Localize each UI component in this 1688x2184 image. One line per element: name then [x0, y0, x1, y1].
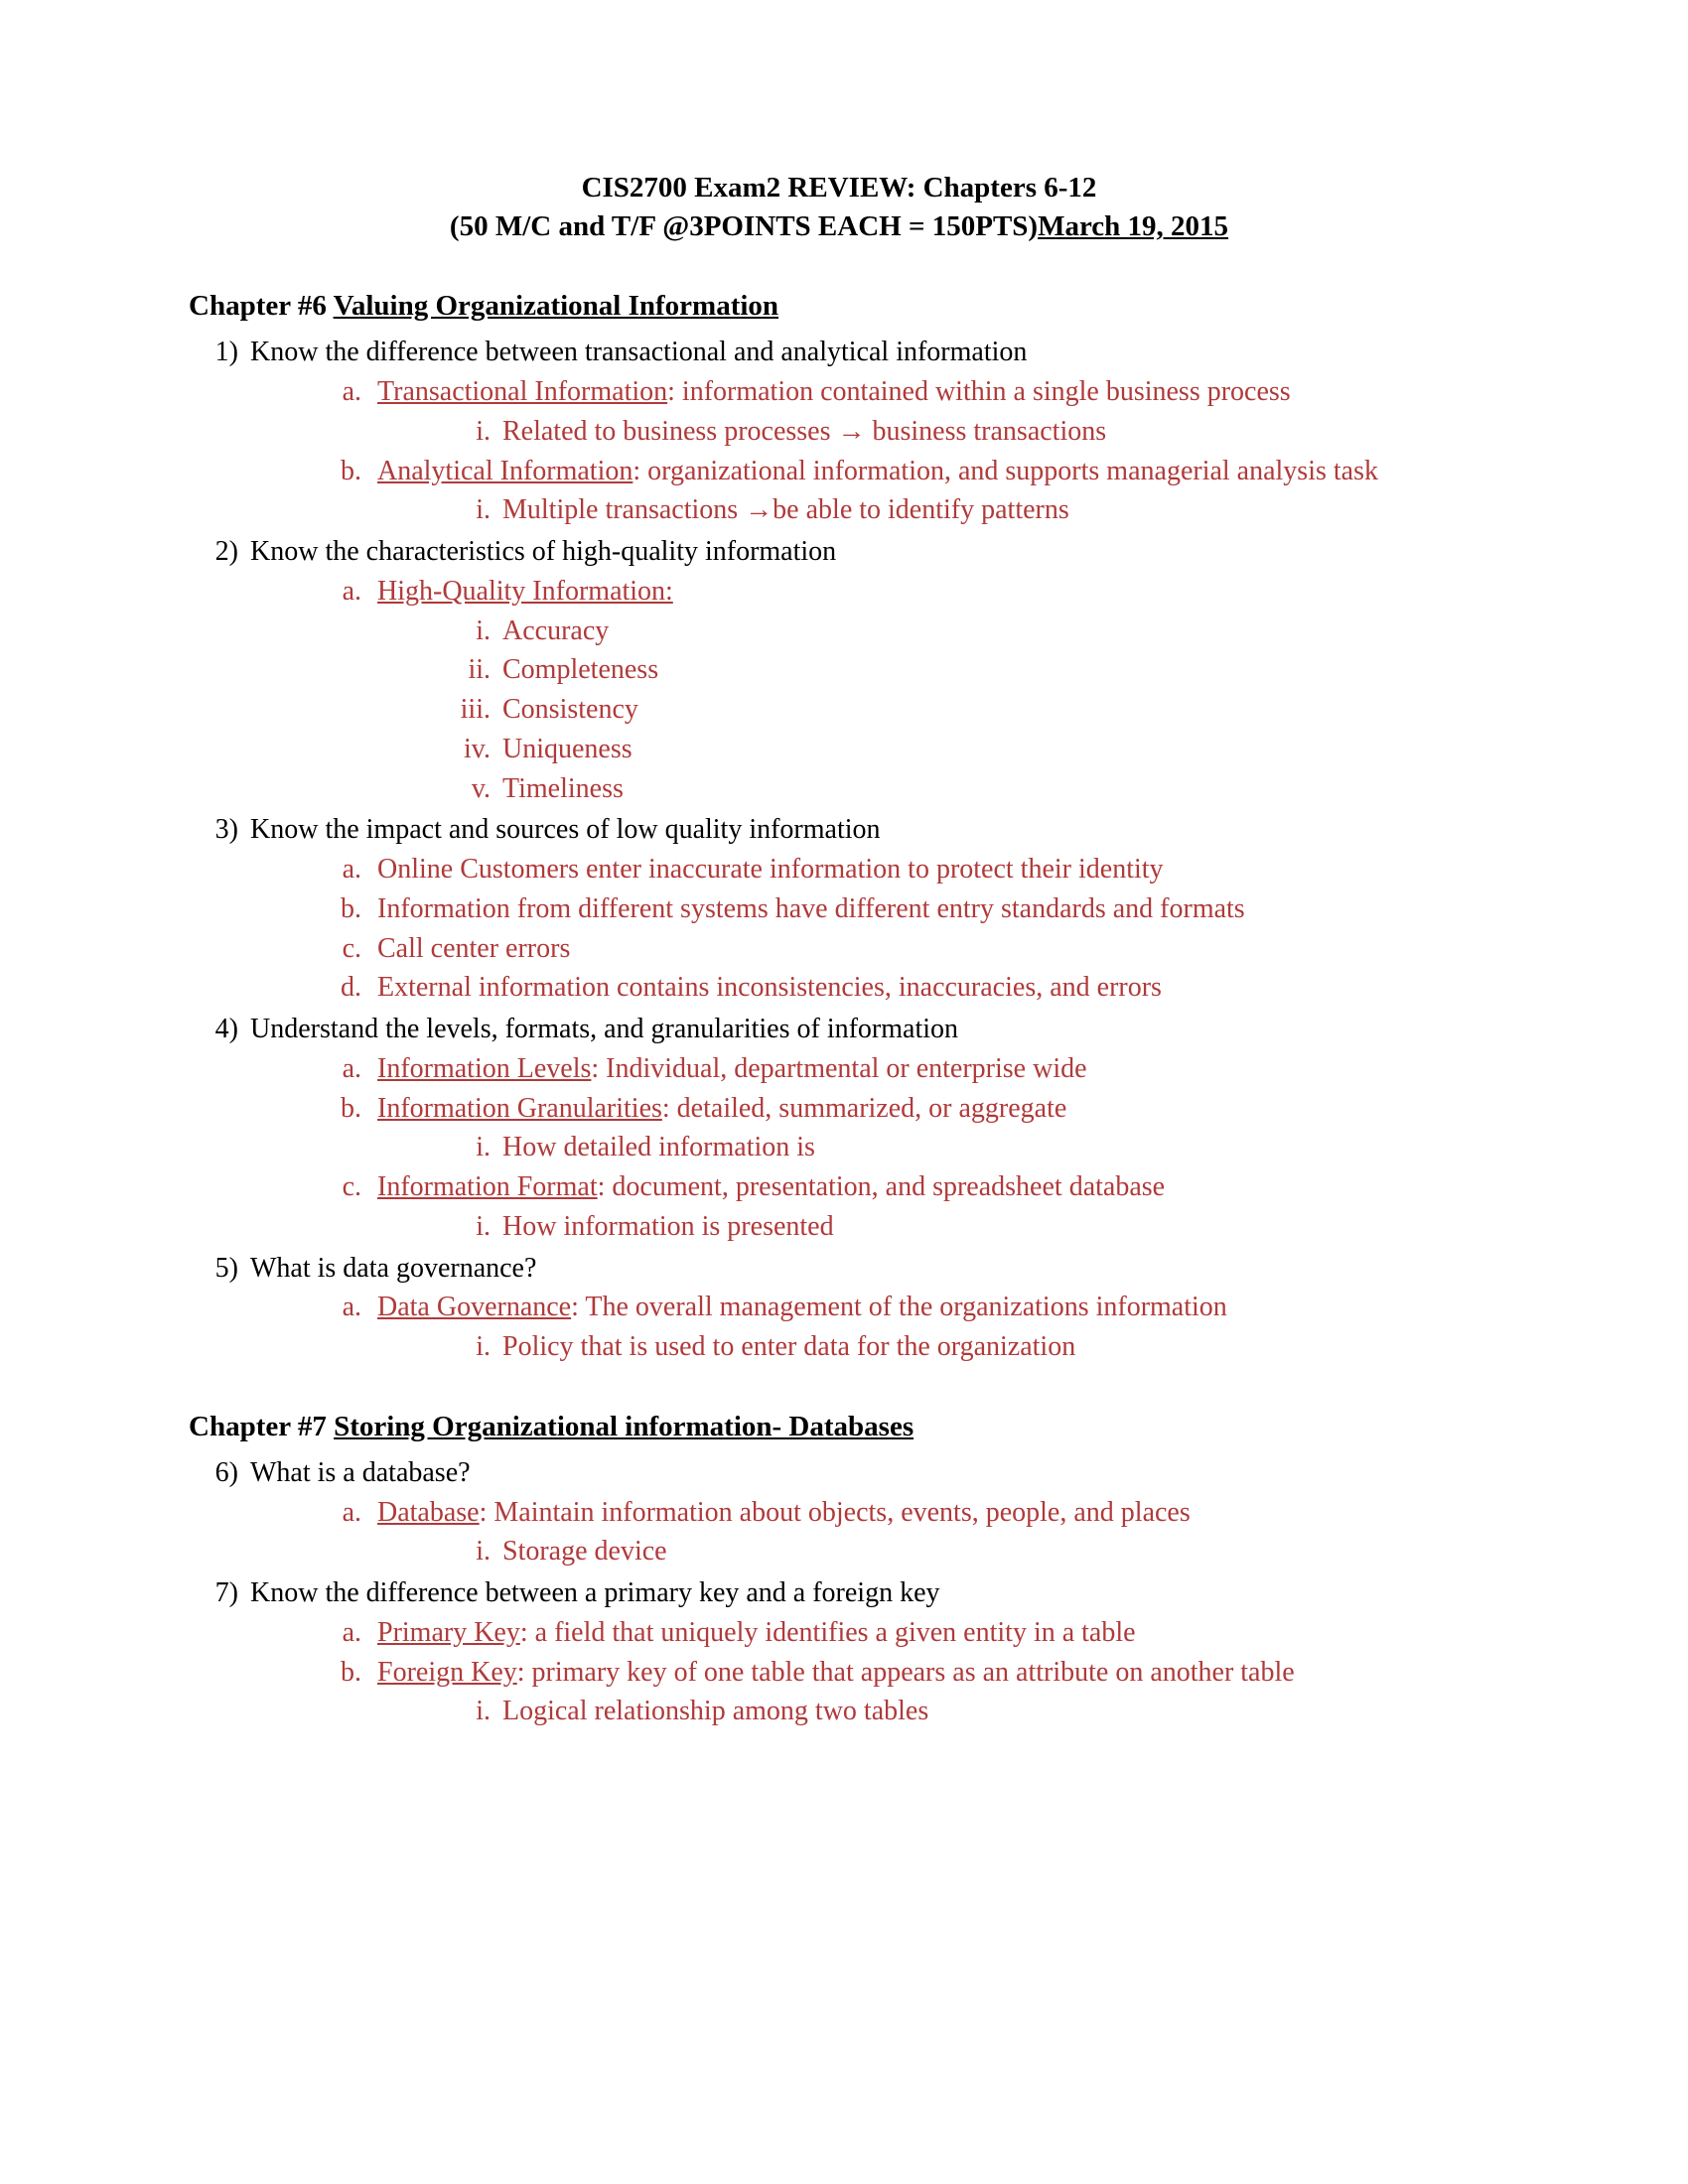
sub-list — [250, 1613, 1489, 1731]
list-item — [189, 1573, 1489, 1731]
list-item — [328, 929, 1489, 969]
term: Information Granularities — [377, 1092, 662, 1124]
term-definition: : information contained within a single business process — [667, 376, 1291, 408]
chapter-7-list — [189, 1453, 1489, 1731]
list-item-text: What is a database? — [250, 1456, 471, 1488]
list-marker: b. — [341, 1092, 361, 1124]
list-item — [457, 1207, 1489, 1247]
term-definition: : The overall management of the organizations information — [571, 1292, 1227, 1323]
list-item-text: Storage device — [502, 1536, 667, 1568]
list-item-text: Timeliness — [502, 772, 624, 804]
list-item — [189, 333, 1489, 530]
list-item-text: Understand the levels, formats, and granularities of information — [250, 1014, 959, 1045]
term-definition: : detailed, summarized, or aggregate — [661, 1092, 1067, 1124]
list-item-text: Accuracy — [502, 614, 610, 646]
list-item — [457, 690, 1489, 730]
list-item — [328, 968, 1489, 1008]
term: Foreign Key — [377, 1656, 517, 1688]
list-item — [328, 889, 1489, 929]
list-item-text: Know the difference between transactional and analytical information — [250, 337, 1028, 368]
list-item-text: Call center errors — [377, 932, 571, 964]
list-marker: c. — [342, 1171, 361, 1203]
page-title: CIS2700 Exam2 REVIEW: Chapters 6-12 — [581, 172, 1097, 204]
document-subtitle — [189, 207, 1489, 246]
list-item-text: How information is presented — [502, 1210, 834, 1242]
list-item-text: What is data governance? — [250, 1252, 537, 1284]
list-marker: 4) — [214, 1014, 238, 1045]
list-item-text: Logical relationship among two tables — [502, 1696, 929, 1727]
list-marker: i. — [476, 415, 491, 447]
chapter-6-title: Valuing Organizational Information — [333, 290, 779, 323]
document-title-block — [189, 169, 1489, 246]
term-definition: : organizational information, and supports managerial analysis task — [633, 455, 1378, 486]
list-item-text: External information contains inconsistencies, inaccuracies, and errors — [377, 972, 1162, 1004]
sub-list — [250, 372, 1489, 530]
list-item — [457, 612, 1489, 651]
list-item — [328, 1167, 1489, 1247]
chapter-7-label: Chapter #7 — [189, 1410, 335, 1442]
term: Database — [377, 1496, 480, 1528]
chapter-6-label: Chapter #6 — [189, 290, 334, 323]
list-marker: i. — [476, 1210, 491, 1242]
term: Transactional Information — [377, 376, 668, 408]
list-marker: i. — [476, 1536, 491, 1568]
list-item — [457, 650, 1489, 690]
list-marker: a. — [342, 1616, 361, 1648]
list-item — [189, 1010, 1489, 1247]
list-marker: i. — [476, 1696, 491, 1727]
term: Primary Key — [377, 1616, 520, 1648]
list-item — [457, 1692, 1489, 1731]
list-marker: a. — [342, 1052, 361, 1084]
list-item — [189, 532, 1489, 808]
list-item-text: How detailed information is — [502, 1132, 815, 1163]
list-item — [328, 850, 1489, 889]
list-item-text: Know the impact and sources of low quality information — [250, 814, 881, 846]
list-item-text: Know the difference between a primary key and a foreign key — [250, 1577, 940, 1609]
sub-sub-list — [377, 1532, 1489, 1571]
chapter-7-title: Storing Organizational information- Databases — [334, 1410, 914, 1442]
sub-sub-list — [377, 412, 1489, 452]
list-item — [328, 1653, 1489, 1732]
sub-list — [250, 1288, 1489, 1367]
list-item-text: Related to business processes → business transactions — [502, 415, 1107, 447]
list-marker: 3) — [214, 814, 238, 846]
term-definition: : Individual, departmental or enterprise wide — [591, 1052, 1087, 1084]
list-item — [457, 1532, 1489, 1571]
sub-list — [250, 572, 1489, 809]
list-item — [457, 412, 1489, 452]
list-item-text: Completeness — [502, 654, 659, 686]
list-marker: 6) — [214, 1456, 238, 1488]
sub-sub-list — [377, 612, 1489, 809]
list-marker: 7) — [214, 1577, 238, 1609]
term: High-Quality Information: — [377, 575, 673, 607]
list-marker: a. — [342, 575, 361, 607]
list-item — [328, 372, 1489, 452]
list-marker: b. — [341, 892, 361, 924]
list-marker: b. — [341, 455, 361, 486]
list-item — [457, 1327, 1489, 1367]
exam-date: March 19, 2015 — [1038, 210, 1229, 243]
list-item-text: Consistency — [502, 694, 638, 726]
term-definition: : document, presentation, and spreadsheet database — [597, 1171, 1166, 1203]
list-item-text: Multiple transactions →be able to identify patterns — [502, 494, 1069, 526]
chapter-6-list — [189, 333, 1489, 1367]
list-item — [328, 572, 1489, 809]
list-item-text: Information from different systems have different entry standards and formats — [377, 892, 1245, 924]
list-marker: iii. — [460, 694, 491, 726]
list-marker: c. — [342, 932, 361, 964]
list-marker: i. — [476, 1331, 491, 1363]
list-item-text: Online Customers enter inaccurate information to protect their identity — [377, 854, 1164, 886]
sub-list — [250, 1493, 1489, 1572]
sub-sub-list — [377, 1692, 1489, 1731]
list-marker: a. — [342, 854, 361, 886]
term: Analytical Information — [377, 455, 633, 486]
list-item — [328, 452, 1489, 531]
term-definition: : Maintain information about objects, events, people, and places — [479, 1496, 1191, 1528]
term-definition: : a field that uniquely identifies a given entity in a table — [519, 1616, 1136, 1648]
sub-list — [250, 1049, 1489, 1247]
sub-sub-list — [377, 1327, 1489, 1367]
list-marker: ii. — [468, 654, 491, 686]
list-marker: 1) — [214, 337, 238, 368]
list-marker: 2) — [214, 536, 238, 568]
list-marker: a. — [342, 376, 361, 408]
list-item-text: Uniqueness — [502, 733, 633, 764]
sub-list — [250, 850, 1489, 1008]
list-item — [189, 810, 1489, 1008]
list-item — [328, 1089, 1489, 1168]
list-item — [328, 1288, 1489, 1367]
chapter-6-heading — [189, 290, 1489, 323]
term: Information Levels — [377, 1052, 592, 1084]
list-marker: a. — [342, 1496, 361, 1528]
sub-sub-list — [377, 1128, 1489, 1167]
list-item — [189, 1453, 1489, 1571]
sub-sub-list — [377, 490, 1489, 530]
term: Data Governance — [377, 1292, 572, 1323]
term: Information Format — [377, 1171, 598, 1203]
chapter-7-heading — [189, 1411, 1489, 1443]
list-marker: b. — [341, 1656, 361, 1688]
list-item-text: Know the characteristics of high-quality information — [250, 536, 837, 568]
list-marker: a. — [342, 1292, 361, 1323]
list-item — [457, 730, 1489, 769]
list-marker: d. — [341, 972, 361, 1004]
list-item — [328, 1049, 1489, 1089]
list-item — [457, 490, 1489, 530]
list-marker: v. — [471, 772, 491, 804]
sub-sub-list — [377, 1207, 1489, 1247]
term-definition: : primary key of one table that appears as an attribute on another table — [516, 1656, 1295, 1688]
points-note: (50 M/C and T/F @3POINTS EACH = 150PTS) — [449, 210, 1039, 243]
list-item — [457, 769, 1489, 809]
list-item — [328, 1613, 1489, 1653]
list-item — [189, 1249, 1489, 1367]
list-marker: 5) — [214, 1252, 238, 1284]
list-marker: i. — [476, 614, 491, 646]
list-marker: iv. — [464, 733, 491, 764]
list-marker: i. — [476, 1132, 491, 1163]
list-item — [328, 1493, 1489, 1572]
list-item-text: Policy that is used to enter data for the organization — [502, 1331, 1076, 1363]
list-marker: i. — [476, 494, 491, 526]
list-item — [457, 1128, 1489, 1167]
